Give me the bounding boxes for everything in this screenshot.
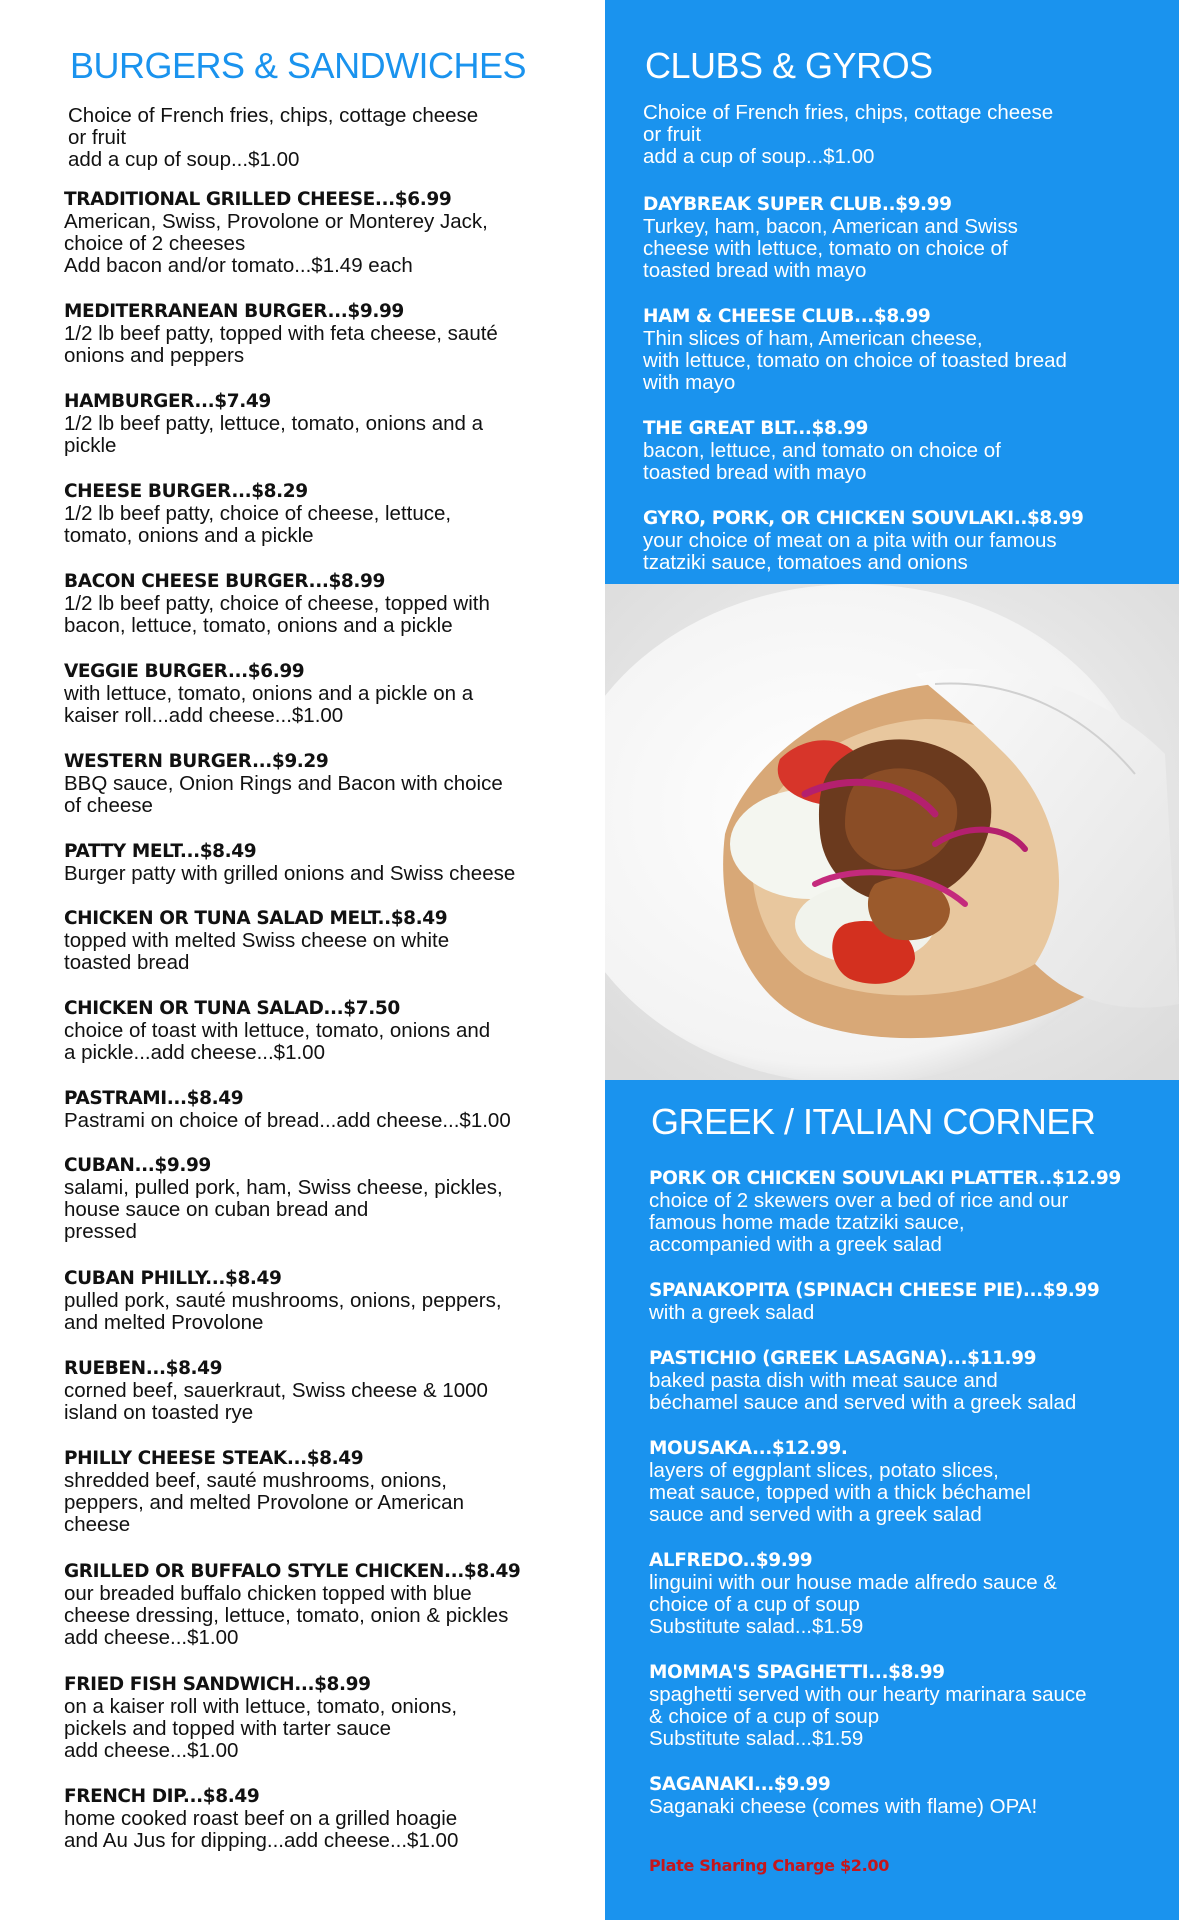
menu-item-title: MOMMA'S SPAGHETTI...$8.99 [649,1662,945,1683]
menu-item-title: CHEESE BURGER...$8.29 [64,481,308,502]
menu-item-description: 1/2 lb beef patty, choice of cheese, lettuce, tomato, onions and a pickle [64,502,452,547]
plate-sharing-charge: Plate Sharing Charge $2.00 [649,1856,890,1875]
menu-item-title: MOUSAKA...$12.99. [649,1438,848,1459]
clubs-intro-line: or fruit [643,123,702,146]
clubs-intro [643,102,1053,168]
menu-item [64,1448,464,1536]
burgers-intro-line: or fruit [68,126,127,149]
menu-item-title: SAGANAKI...$9.99 [649,1774,831,1795]
menu-item-title: TRADITIONAL GRILLED CHEESE...$6.99 [64,189,452,210]
menu-item-title: FRENCH DIP...$8.49 [64,1786,260,1807]
menu-item-title: BACON CHEESE BURGER...$8.99 [64,571,385,592]
menu-item [649,1774,1037,1818]
menu-item [64,1561,520,1649]
menu-item-title: PATTY MELT...$8.49 [64,841,257,862]
menu-item-description: choice of 2 skewers over a bed of rice and our famous home made tzatziki sauce, accompanied with a greek salad [649,1189,1069,1256]
right-column [605,0,1179,1920]
menu-item [64,1358,488,1424]
menu-item-description: on a kaiser roll with lettuce, tomato, onions, pickels and topped with tarter sauce add cheese...$1.00 [64,1695,458,1762]
menu-item [64,1268,502,1334]
menu-item [64,391,483,457]
menu-item [64,661,473,727]
menu-item [64,571,490,637]
menu-item [649,1550,1057,1638]
menu-item-title: GYRO, PORK, OR CHICKEN SOUVLAKI..$8.99 [643,508,1084,529]
menu-item-description: American, Swiss, Provolone or Monterey Jack, choice of 2 cheeses Add bacon and/or tomato...$1.49 each [64,210,488,277]
menu-item-description: with lettuce, tomato, onions and a pickle on a kaiser roll...add cheese...$1.00 [64,682,474,727]
menu-item [649,1662,1087,1750]
menu-item [64,998,490,1064]
menu-item-title: PHILLY CHEESE STEAK...$8.49 [64,1448,364,1469]
menu-item-description: Saganaki cheese (comes with flame) OPA! [649,1795,1038,1818]
menu-item [64,301,498,367]
menu-item-title: VEGGIE BURGER...$6.99 [64,661,305,682]
burgers-intro-line: add a cup of soup...$1.00 [68,148,300,171]
burgers-intro-line: Choice of French fries, chips, cottage cheese [68,104,479,127]
menu-item-title: CUBAN...$9.99 [64,1155,211,1176]
menu-item-description: 1/2 lb beef patty, lettuce, tomato, onions and a pickle [64,412,484,457]
menu-item-description: our breaded buffalo chicken topped with blue cheese dressing, lettuce, tomato, onion & pickles add cheese...$1.00 [64,1582,509,1649]
greek-panel [605,1080,1179,1920]
clubs-heading: CLUBS & GYROS [645,45,933,86]
menu-item [649,1280,1099,1324]
menu-item-description: linguini with our house made alfredo sauce & choice of a cup of soup Substitute salad...$1.59 [649,1571,1057,1638]
menu-item-description: spaghetti served with our hearty marinara sauce & choice of a cup of soup Substitute salad...$1.59 [649,1683,1087,1750]
menu-item-title: THE GREAT BLT...$8.99 [643,418,869,439]
menu-item-description: home cooked roast beef on a grilled hoagie and Au Jus for dipping...add cheese...$1.00 [64,1807,459,1852]
menu-item-description: salami, pulled pork, ham, Swiss cheese, pickles, house sauce on cuban bread and pressed [64,1176,503,1243]
menu-item-title: WESTERN BURGER...$9.29 [64,751,329,772]
menu-item-description: your choice of meat on a pita with our famous tzatziki sauce, tomatoes and onions [643,529,1057,574]
menu-item-title: PASTICHIO (GREEK LASAGNA)...$11.99 [649,1348,1037,1369]
menu-item-description: shredded beef, sauté mushrooms, onions, peppers, and melted Provolone or American cheese [64,1469,464,1536]
gyro-photo [605,584,1179,1080]
burgers-heading: BURGERS & SANDWICHES [70,45,527,86]
menu-item-title: SPANAKOPITA (SPINACH CHEESE PIE)...$9.99 [649,1280,1100,1301]
menu-item-title: CHICKEN OR TUNA SALAD MELT..$8.49 [64,908,448,929]
menu-item-description: baked pasta dish with meat sauce and béchamel sauce and served with a greek salad [649,1369,1077,1414]
menu-item-title: CHICKEN OR TUNA SALAD...$7.50 [64,998,400,1019]
menu-item-description: layers of eggplant slices, potato slices, meat sauce, topped with a thick béchamel sauce and served with a greek salad [649,1459,1031,1526]
menu-item-title: RUEBEN...$8.49 [64,1358,223,1379]
menu-item [643,508,1083,574]
menu-item [64,841,515,885]
menu-item-description: Burger patty with grilled onions and Swiss cheese [64,862,516,885]
menu-item [64,1155,503,1243]
menu-item-description: Pastrami on choice of bread...add cheese...$1.00 [64,1109,511,1132]
greek-heading: GREEK / ITALIAN CORNER [651,1101,1096,1142]
menu-item [649,1348,1076,1414]
menu-item [64,1786,458,1852]
menu-item-description: BBQ sauce, Onion Rings and Bacon with choice of cheese [64,772,503,817]
menu-item [64,751,503,817]
menu-item-title: PASTRAMI...$8.49 [64,1088,244,1109]
menu-item-description: 1/2 lb beef patty, topped with feta cheese, sauté onions and peppers [64,322,498,367]
menu-item [64,1088,511,1132]
menu-item [64,481,451,547]
clubs-intro-line: add a cup of soup...$1.00 [643,145,875,168]
menu-item-description: pulled pork, sauté mushrooms, onions, peppers, and melted Provolone [64,1289,502,1334]
menu-item-title: CUBAN PHILLY...$8.49 [64,1268,282,1289]
menu-item-title: HAM & CHEESE CLUB...$8.99 [643,306,931,327]
menu-item-description: corned beef, sauerkraut, Swiss cheese & 1000 island on toasted rye [64,1379,488,1424]
menu-item-description: Turkey, ham, bacon, American and Swiss cheese with lettuce, tomato on choice of toasted bread with mayo [643,215,1018,282]
menu-item-title: DAYBREAK SUPER CLUB..$9.99 [643,194,952,215]
menu-item-description: 1/2 lb beef patty, choice of cheese, topped with bacon, lettuce, tomato, onions and a pickle [64,592,490,637]
menu-item-title: HAMBURGER...$7.49 [64,391,271,412]
menu-item [643,194,1018,282]
gyro-illustration [605,584,1179,1080]
menu-item [643,418,1001,484]
menu-item-description: Thin slices of ham, American cheese, with lettuce, tomato on choice of toasted bread with mayo [643,327,1067,394]
menu-item-description: topped with melted Swiss cheese on white toasted bread [64,929,450,974]
menu-item-title: FRIED FISH SANDWICH...$8.99 [64,1674,371,1695]
menu-item-title: MEDITERRANEAN BURGER...$9.99 [64,301,404,322]
menu-item [643,306,1067,394]
burgers-intro [68,105,478,171]
menu-item [64,908,449,974]
menu-item-description: bacon, lettuce, and tomato on choice of toasted bread with mayo [643,439,1001,484]
menu-item-title: GRILLED OR BUFFALO STYLE CHICKEN...$8.49 [64,1561,521,1582]
menu-item-description: with a greek salad [649,1301,815,1324]
menu-item-title: ALFREDO..$9.99 [649,1550,813,1571]
menu-item-title: PORK OR CHICKEN SOUVLAKI PLATTER..$12.99 [649,1168,1121,1189]
menu-item [64,189,488,277]
menu-item [64,1674,457,1762]
clubs-panel [605,0,1179,584]
menu-item [649,1168,1121,1256]
menu-item-description: choice of toast with lettuce, tomato, onions and a pickle...add cheese...$1.00 [64,1019,491,1064]
menu-item [649,1438,1031,1526]
clubs-intro-line: Choice of French fries, chips, cottage cheese [643,101,1054,124]
